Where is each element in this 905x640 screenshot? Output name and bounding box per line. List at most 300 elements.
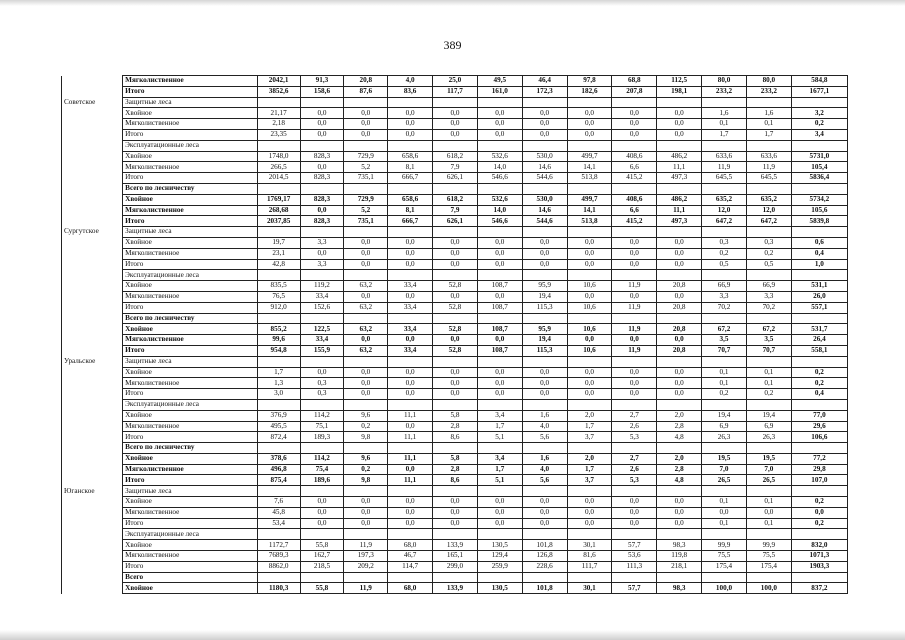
value-cell: 0,0 [388,378,433,389]
value-cell: 75,4 [300,464,344,475]
species-label-cell: Итого [123,129,258,140]
value-cell [657,97,702,108]
total-value-cell [791,97,847,108]
value-cell: 5,2 [344,162,388,173]
value-cell: 75,5 [702,551,747,562]
value-cell: 95,9 [522,281,567,292]
value-cell [746,270,791,281]
value-cell: 11,1 [388,410,433,421]
table-row [62,302,848,313]
forestry-name-cell [62,129,123,140]
section-header-row [62,443,848,454]
total-value-cell: 832,0 [791,540,847,551]
value-cell [657,313,702,324]
value-cell: 0,0 [344,291,388,302]
value-cell: 0,0 [567,259,612,270]
value-cell: 0,3 [702,237,747,248]
value-cell: 155,9 [300,345,344,356]
value-cell: 266,5 [257,162,300,173]
value-cell: 4,0 [388,76,433,87]
value-cell: 0,0 [388,237,433,248]
value-cell: 0,2 [344,464,388,475]
value-cell: 1,6 [522,453,567,464]
value-cell: 5,2 [344,205,388,216]
value-cell: 2,0 [657,453,702,464]
value-cell: 0,1 [746,367,791,378]
value-cell: 0,0 [567,129,612,140]
value-cell: 81,6 [567,551,612,562]
value-cell: 0,0 [612,507,657,518]
value-cell: 530,0 [522,194,567,205]
table-row [62,335,848,346]
value-cell: 0,0 [433,248,478,259]
table-row [62,540,848,551]
value-cell: 19,4 [522,335,567,346]
value-cell: 0,0 [657,108,702,119]
table-row [62,497,848,508]
value-cell: 0,0 [433,378,478,389]
value-cell: 0,0 [344,497,388,508]
value-cell: 49,5 [477,76,522,87]
value-cell: 98,3 [657,583,702,594]
section-label-cell: Защитные леса [123,97,258,108]
value-cell: 0,0 [344,248,388,259]
value-cell [612,183,657,194]
value-cell: 0,0 [477,237,522,248]
value-cell [567,356,612,367]
table-row [62,421,848,432]
value-cell: 0,0 [344,237,388,248]
total-value-cell: 3,4 [791,129,847,140]
value-cell: 0,0 [300,108,344,119]
total-value-cell: 3,2 [791,108,847,119]
total-value-cell [791,399,847,410]
table-row [62,205,848,216]
value-cell: 2,8 [657,421,702,432]
value-cell: 2,8 [657,464,702,475]
value-cell [702,529,747,540]
value-cell: 11,1 [388,432,433,443]
value-cell: 218,5 [300,561,344,572]
value-cell: 0,0 [522,389,567,400]
value-cell: 2014,5 [257,173,300,184]
table-row [62,108,848,119]
table-row [62,119,848,130]
value-cell [567,270,612,281]
value-cell [388,356,433,367]
value-cell: 1769,17 [257,194,300,205]
value-cell: 645,5 [702,173,747,184]
value-cell [522,97,567,108]
value-cell: 499,7 [567,194,612,205]
value-cell: 0,0 [477,291,522,302]
value-cell: 3,0 [257,389,300,400]
value-cell: 114,2 [300,453,344,464]
value-cell: 5,8 [433,410,478,421]
value-cell: 3,7 [567,475,612,486]
value-cell: 875,4 [257,475,300,486]
value-cell: 0,0 [433,389,478,400]
forestry-name-cell [62,497,123,508]
value-cell [477,356,522,367]
value-cell [522,270,567,281]
value-cell: 0,0 [657,119,702,130]
value-cell: 0,5 [702,259,747,270]
table-row [62,194,848,205]
value-cell [344,313,388,324]
value-cell: 0,0 [702,507,747,518]
value-cell [746,572,791,583]
value-cell [257,97,300,108]
value-cell: 0,0 [612,119,657,130]
value-cell: 11,9 [612,302,657,313]
forestry-name-cell [62,194,123,205]
table-row [62,259,848,270]
section-header-row [62,183,848,194]
value-cell [567,183,612,194]
value-cell: 11,9 [612,324,657,335]
value-cell [300,486,344,497]
value-cell: 5,3 [612,475,657,486]
forestry-name-cell: Советское [62,97,123,108]
value-cell [657,443,702,454]
value-cell: 0,0 [567,507,612,518]
value-cell: 19,5 [746,453,791,464]
value-cell: 0,0 [522,129,567,140]
forestry-name-cell [62,140,123,151]
value-cell: 91,3 [300,76,344,87]
section-label-cell: Всего по лесничеству [123,183,258,194]
value-cell: 70,7 [746,345,791,356]
value-cell [344,270,388,281]
table-row [62,291,848,302]
value-cell: 0,1 [702,518,747,529]
value-cell: 647,2 [746,216,791,227]
value-cell: 11,1 [388,475,433,486]
value-cell: 108,7 [477,281,522,292]
value-cell: 53,4 [257,518,300,529]
value-cell: 52,8 [433,302,478,313]
value-cell [344,486,388,497]
value-cell: 0,0 [657,497,702,508]
value-cell: 666,7 [388,216,433,227]
value-cell: 67,2 [746,324,791,335]
value-cell: 0,0 [612,518,657,529]
value-cell: 0,0 [612,389,657,400]
value-cell [522,443,567,454]
value-cell: 0,0 [300,129,344,140]
value-cell [567,486,612,497]
value-cell: 0,0 [477,259,522,270]
forestry-name-cell [62,248,123,259]
value-cell: 30,1 [567,540,612,551]
value-cell: 0,1 [702,497,747,508]
value-cell: 68,0 [388,583,433,594]
value-cell [300,227,344,238]
value-cell: 0,0 [522,378,567,389]
value-cell [388,227,433,238]
value-cell: 0,0 [567,518,612,529]
value-cell: 14,1 [567,205,612,216]
value-cell: 68,8 [612,76,657,87]
forestry-name-cell [62,464,123,475]
value-cell [257,399,300,410]
value-cell [612,486,657,497]
forestry-name-cell [62,291,123,302]
table-row [62,86,848,97]
section-label-cell: Эксплуатационные леса [123,399,258,410]
total-value-cell: 105,6 [791,205,847,216]
value-cell: 209,2 [344,561,388,572]
value-cell [344,529,388,540]
value-cell: 729,9 [344,194,388,205]
section-label-cell: Всего по лесничеству [123,313,258,324]
value-cell: 486,2 [657,194,702,205]
value-cell [433,399,478,410]
table-row [62,583,848,594]
value-cell [612,97,657,108]
value-cell [746,183,791,194]
forestry-name-cell [62,183,123,194]
value-cell [477,140,522,151]
value-cell: 3,3 [746,291,791,302]
value-cell: 67,2 [702,324,747,335]
value-cell: 83,6 [388,86,433,97]
value-cell: 75,5 [746,551,791,562]
value-cell [612,443,657,454]
forestry-name-cell [62,367,123,378]
value-cell: 0,0 [300,507,344,518]
forestry-name-cell [62,205,123,216]
species-label-cell: Мягколиственное [123,551,258,562]
value-cell: 513,8 [567,173,612,184]
value-cell: 97,8 [567,76,612,87]
forest-volume-table [61,75,848,594]
value-cell: 19,4 [702,410,747,421]
total-value-cell: 5839,8 [791,216,847,227]
value-cell: 0,0 [657,367,702,378]
value-cell: 544,6 [522,216,567,227]
value-cell [702,227,747,238]
species-label-cell: Итого [123,345,258,356]
value-cell: 95,9 [522,324,567,335]
value-cell: 19,4 [746,410,791,421]
species-label-cell: Хвойное [123,324,258,335]
value-cell: 633,6 [702,151,747,162]
table-row [62,173,848,184]
value-cell: 2,6 [612,464,657,475]
value-cell: 0,0 [522,367,567,378]
value-cell [746,140,791,151]
value-cell: 872,4 [257,432,300,443]
value-cell: 0,0 [657,259,702,270]
value-cell: 0,0 [433,259,478,270]
value-cell: 299,0 [433,561,478,572]
value-cell: 1,7 [477,464,522,475]
value-cell: 0,0 [657,507,702,518]
value-cell: 14,0 [477,162,522,173]
table-row [62,410,848,421]
value-cell: 6,6 [612,162,657,173]
value-cell [477,443,522,454]
value-cell: 2,0 [657,410,702,421]
section-header-row [62,227,848,238]
value-cell: 0,0 [477,507,522,518]
forestry-name-cell [62,302,123,313]
value-cell: 117,7 [433,86,478,97]
value-cell [522,140,567,151]
value-cell: 11,1 [657,205,702,216]
value-cell: 635,2 [746,194,791,205]
value-cell: 0,0 [567,248,612,259]
value-cell [257,227,300,238]
value-cell: 2,6 [612,421,657,432]
section-header-row [62,140,848,151]
value-cell: 0,0 [567,497,612,508]
value-cell: 10,6 [567,281,612,292]
value-cell: 0,0 [433,119,478,130]
value-cell: 0,0 [300,205,344,216]
value-cell [567,313,612,324]
value-cell [433,356,478,367]
species-label-cell: Итого [123,259,258,270]
species-label-cell: Хвойное [123,108,258,119]
value-cell: 0,1 [746,119,791,130]
value-cell: 75,1 [300,421,344,432]
value-cell: 1,7 [746,129,791,140]
value-cell: 46,4 [522,76,567,87]
total-value-cell: 531,1 [791,281,847,292]
value-cell: 11,9 [612,281,657,292]
species-label-cell: Мягколиственное [123,335,258,346]
value-cell: 0,0 [657,518,702,529]
value-cell [344,399,388,410]
value-cell: 0,0 [746,507,791,518]
table-row [62,464,848,475]
table-row [62,475,848,486]
value-cell: 7,9 [433,162,478,173]
value-cell: 0,0 [477,389,522,400]
value-cell: 20,8 [657,324,702,335]
value-cell: 0,0 [344,389,388,400]
table-row [62,518,848,529]
value-cell: 14,6 [522,162,567,173]
value-cell: 0,0 [477,129,522,140]
forestry-name-cell [62,173,123,184]
value-cell: 3,3 [300,237,344,248]
value-cell: 165,1 [433,551,478,562]
value-cell: 0,0 [477,518,522,529]
forestry-name-cell [62,259,123,270]
value-cell: 233,2 [702,86,747,97]
total-value-cell: 1677,1 [791,86,847,97]
value-cell [612,572,657,583]
value-cell: 2042,1 [257,76,300,87]
value-cell [522,529,567,540]
value-cell: 645,5 [746,173,791,184]
species-label-cell: Итого [123,432,258,443]
species-label-cell: Мягколиственное [123,248,258,259]
value-cell: 218,1 [657,561,702,572]
value-cell [702,443,747,454]
value-cell: 100,0 [702,583,747,594]
value-cell: 0,0 [522,248,567,259]
value-cell: 0,0 [612,497,657,508]
value-cell [657,486,702,497]
forestry-name-cell [62,119,123,130]
value-cell: 30,1 [567,583,612,594]
forestry-name-cell: Сургутское [62,227,123,238]
value-cell: 122,5 [300,324,344,335]
value-cell: 2,0 [567,453,612,464]
value-cell [257,356,300,367]
value-cell: 80,0 [746,76,791,87]
table-row [62,551,848,562]
value-cell [612,356,657,367]
value-cell [300,183,344,194]
value-cell [567,97,612,108]
value-cell: 189,3 [300,432,344,443]
value-cell: 912,0 [257,302,300,313]
value-cell [567,227,612,238]
value-cell: 0,0 [657,237,702,248]
value-cell: 66,9 [746,281,791,292]
value-cell: 5,6 [522,432,567,443]
value-cell: 618,2 [433,151,478,162]
value-cell: 532,6 [477,194,522,205]
value-cell [657,529,702,540]
value-cell: 5,1 [477,475,522,486]
value-cell: 0,0 [522,497,567,508]
value-cell: 52,8 [433,345,478,356]
value-cell: 19,7 [257,237,300,248]
value-cell [702,183,747,194]
forestry-name-cell [62,572,123,583]
total-value-cell: 837,2 [791,583,847,594]
value-cell: 1,6 [522,410,567,421]
value-cell: 658,6 [388,194,433,205]
value-cell: 8,1 [388,162,433,173]
value-cell [746,443,791,454]
value-cell: 12,0 [746,205,791,216]
value-cell: 0,0 [344,119,388,130]
value-cell: 0,2 [746,248,791,259]
value-cell: 0,0 [657,335,702,346]
value-cell: 11,1 [388,453,433,464]
value-cell: 8862,0 [257,561,300,572]
value-cell: 207,8 [612,86,657,97]
value-cell: 0,0 [433,129,478,140]
value-cell: 21,17 [257,108,300,119]
value-cell: 63,2 [344,302,388,313]
value-cell: 7689,3 [257,551,300,562]
value-cell: 0,0 [657,378,702,389]
value-cell: 0,0 [433,518,478,529]
value-cell [433,572,478,583]
value-cell: 99,9 [746,540,791,551]
value-cell: 115,3 [522,345,567,356]
value-cell: 0,0 [522,108,567,119]
value-cell: 1,7 [477,421,522,432]
value-cell: 119,2 [300,281,344,292]
forestry-name-cell [62,410,123,421]
value-cell [388,486,433,497]
value-cell: 25,0 [433,76,478,87]
value-cell: 7,0 [702,464,747,475]
value-cell: 20,8 [657,281,702,292]
value-cell [567,572,612,583]
value-cell: 26,3 [702,432,747,443]
